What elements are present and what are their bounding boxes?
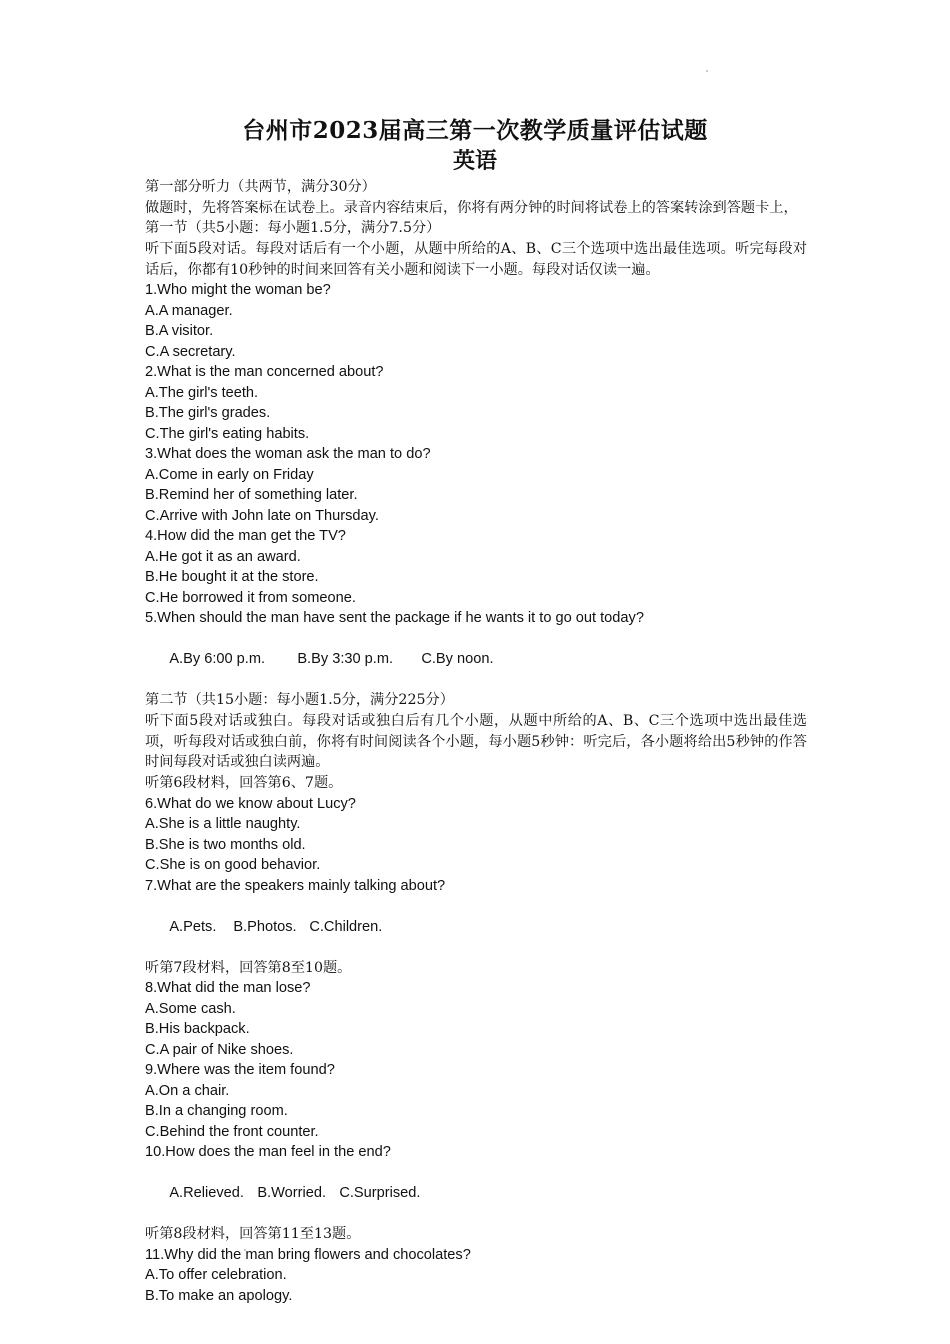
q4-stem: 4.How did the man get the TV? <box>145 528 346 545</box>
q5-option-b: B.By 3:30 p.m. <box>297 651 394 668</box>
q6-option-c: C.She is on good behavior. <box>145 857 321 874</box>
part1-instructions: 做题时，先将答案标在试卷上。录音内容结束后，你将有两分钟的时间将试卷上的答案转涂到答题卡上， <box>145 199 798 216</box>
q8-option-b: B.His backpack. <box>145 1021 250 1038</box>
q7-option-a: A.Pets. <box>169 918 217 935</box>
q10-stem: 10.How does the man feel in the end? <box>145 1144 391 1161</box>
q11-stem: 11.Why did the man bring flowers and chocolates? <box>145 1246 471 1263</box>
q1-option-a: A.A manager. <box>145 302 233 319</box>
q6-option-a: A.She is a little naughty. <box>145 816 301 833</box>
q10-option-c: C.Surprised. <box>339 1185 421 1202</box>
q10-option-b: B.Worried. <box>257 1185 326 1202</box>
material8-note: 听第8段材料，回答第11至13题。 <box>145 1226 361 1243</box>
q8-option-a: A.Some cash. <box>145 1000 236 1017</box>
q2-stem: 2.What is the man concerned about? <box>145 364 384 381</box>
q9-option-c: C.Behind the front counter. <box>145 1123 319 1140</box>
q5-options <box>145 629 807 691</box>
q10-options <box>145 1163 807 1225</box>
q1-stem: 1.Who might the woman be? <box>145 282 331 299</box>
header <box>0 116 950 176</box>
q4-option-b: B.He bought it at the store. <box>145 569 319 586</box>
exam-title: 台州市2023届高三第一次教学质量评估试题 <box>242 117 708 144</box>
section1-instructions: 听下面5段对话。每段对话后有一个小题，从题中所给的A、B、C三个选项中选出最佳选项。听完每段对话后，你都有10秒钟的时间来回答有关小题和阅读下一小题。每段对话仅读一遍。 <box>145 240 807 278</box>
part1-heading: 第一部分听力（共两节，满分30分） <box>145 179 376 195</box>
q8-stem: 8.What did the man lose? <box>145 980 311 997</box>
q1-option-c: C.A secretary. <box>145 343 236 360</box>
q2-option-a: A.The girl's teeth. <box>145 384 259 401</box>
q7-options <box>145 896 807 958</box>
scan-dot-top <box>706 70 708 72</box>
q6-option-b: B.She is two months old. <box>145 836 306 853</box>
q7-option-b: B.Photos. <box>233 918 297 935</box>
q9-option-a: A.On a chair. <box>145 1082 230 1099</box>
q7-option-c: C.Children. <box>309 918 383 935</box>
q4-option-c: C.He borrowed it from someone. <box>145 589 356 606</box>
q5-stem: 5.When should the man have sent the package if he wants it to go out today? <box>145 610 644 627</box>
section2-heading: 第二节（共15小题：每小题1.5分，满分225分） <box>145 692 454 709</box>
q2-option-c: C.The girl's eating habits. <box>145 425 310 442</box>
q9-option-b: B.In a changing room. <box>145 1103 288 1120</box>
exam-subject: 英语 <box>452 148 497 174</box>
exam-content <box>145 177 807 1306</box>
section1-heading: 第一节（共5小题：每小题1.5分，满分7.5分） <box>145 220 441 237</box>
q4-option-a: A.He got it as an award. <box>145 548 301 565</box>
q5-option-a: A.By 6:00 p.m. <box>169 651 266 668</box>
q3-option-b: B.Remind her of something later. <box>145 487 358 504</box>
q6-stem: 6.What do we know about Lucy? <box>145 795 356 812</box>
section2-instructions: 听下面5段对话或独白。每段对话或独白后有几个小题，从题中所给的A、B、C三个选项中选出最佳选项，听每段对话或独白前，你将有时间阅读各个小题，每小题5秒钟：听完后，各小题将给出5秒钟的作答时间每段对话或独白读两遍。 <box>145 712 807 771</box>
q10-option-a: A.Relieved. <box>169 1185 244 1202</box>
q11-option-b: B.To make an apology. <box>145 1287 293 1304</box>
q8-option-c: C.A pair of Nike shoes. <box>145 1041 294 1058</box>
q3-option-a: A.Come in early on Friday <box>145 466 314 483</box>
q9-stem: 9.Where was the item found? <box>145 1062 335 1079</box>
q7-stem: 7.What are the speakers mainly talking about? <box>145 877 446 894</box>
q3-stem: 3.What does the woman ask the man to do? <box>145 446 431 463</box>
q11-option-a: A.To offer celebration. <box>145 1267 287 1284</box>
q1-option-b: B.A visitor. <box>145 323 214 340</box>
material6-note: 听第6段材料，回答第6、7题。 <box>145 775 343 792</box>
q2-option-b: B.The girl's grades. <box>145 405 271 422</box>
material7-note: 听第7段材料，回答第8至10题。 <box>145 959 352 976</box>
q3-option-c: C.Arrive with John late on Thursday. <box>145 507 379 524</box>
q5-option-c: C.By noon. <box>421 651 494 668</box>
